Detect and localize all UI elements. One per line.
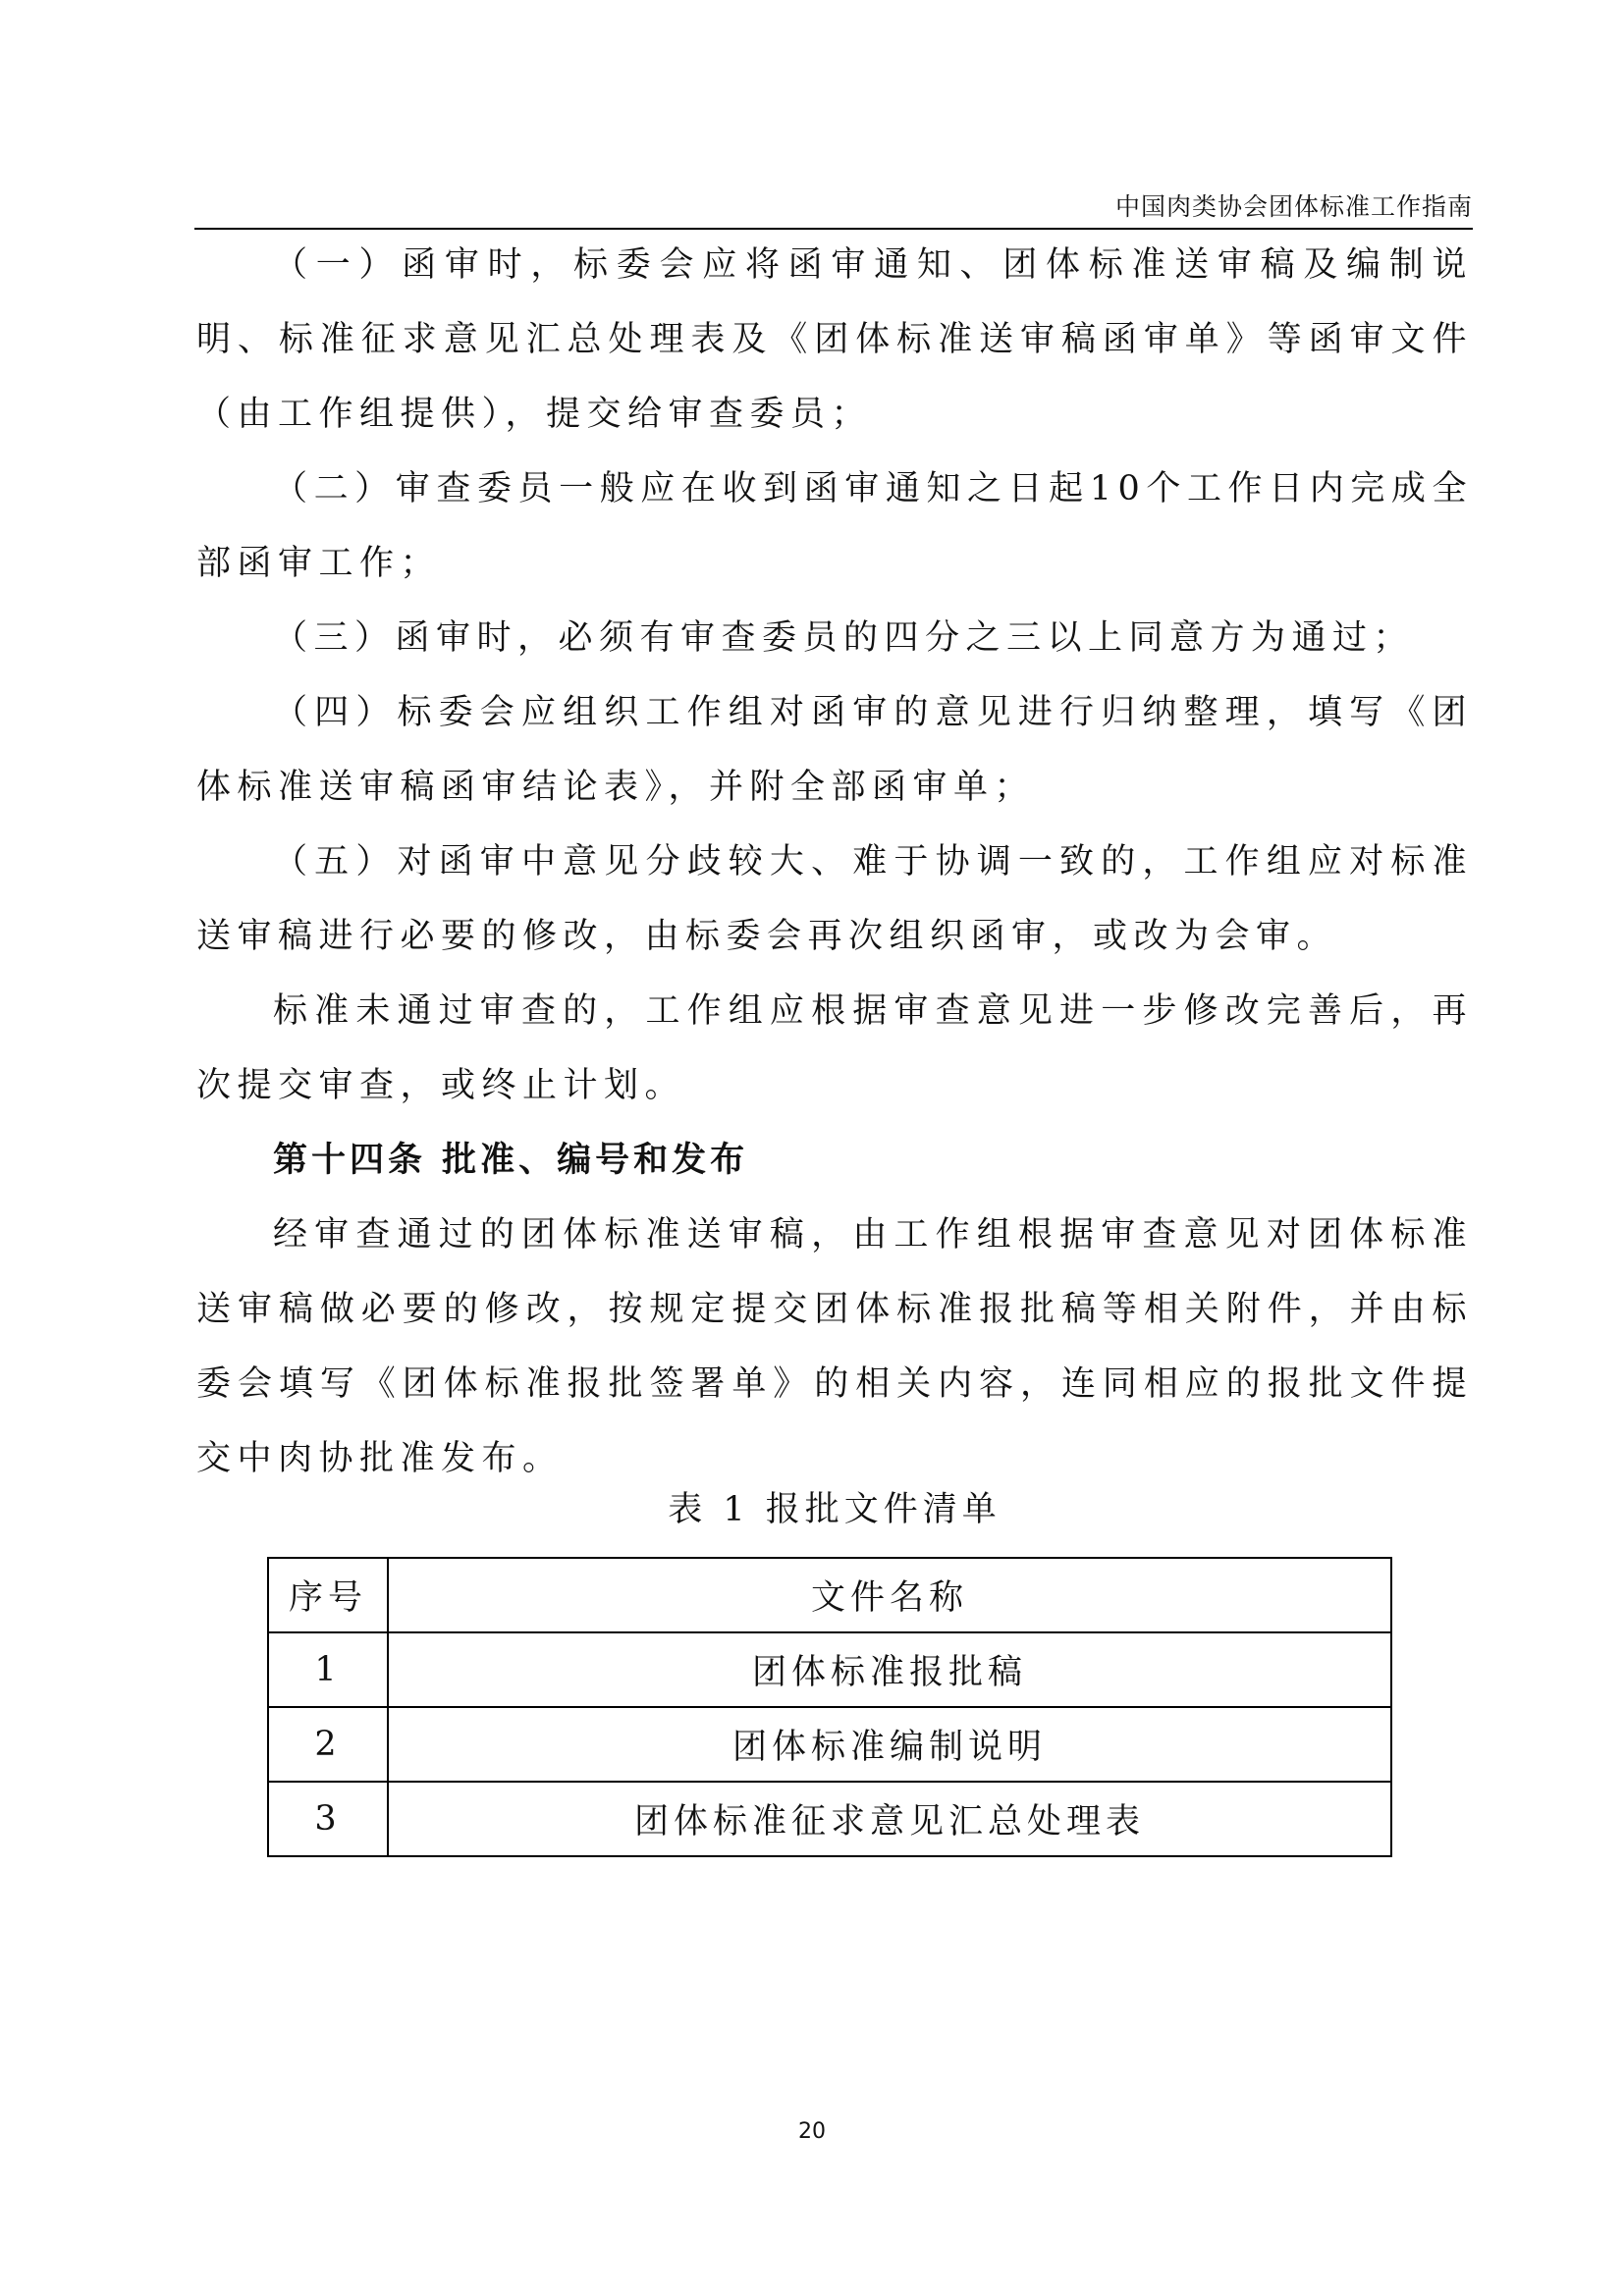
row-number-cell: 3 — [268, 1782, 388, 1856]
paragraph-item-5: （五）对函审中意见分歧较大、难于协调一致的，工作组应对标准送审稿进行必要的修改，由标委会再次组织函审，或改为会审。 — [196, 842, 1473, 956]
section-heading: 第十四条 批准、编号和发布 — [273, 1141, 749, 1180]
table-row — [268, 1632, 1391, 1707]
paragraph-not-approved: 标准未通过审查的，工作组应根据审查意见进一步修改完善后，再次提交审查，或终止计划。 — [196, 991, 1473, 1105]
row-filename-cell: 团体标准编制说明 — [388, 1707, 1391, 1782]
page-number: 20 — [798, 2119, 826, 2144]
approval-files-table — [267, 1557, 1392, 1857]
header-cell-filename: 文件名称 — [388, 1558, 1391, 1632]
row-filename-cell: 团体标准征求意见汇总处理表 — [388, 1782, 1391, 1856]
body-text — [196, 228, 1473, 1496]
paragraph-item-3: （三）函审时，必须有审查委员的四分之三以上同意方为通过； — [273, 618, 1415, 658]
table-row — [268, 1707, 1391, 1782]
paragraph-item-1: （一）函审时，标委会应将函审通知、团体标准送审稿及编制说明、标准征求意见汇总处理表及《团体标准送审稿函审单》等函审文件（由工作组提供），提交给审查委员； — [196, 245, 1473, 434]
table-caption: 表 1 报批文件清单 — [668, 1490, 1001, 1529]
running-header: 中国肉类协会团体标准工作指南 — [1114, 192, 1473, 221]
row-number-cell: 2 — [268, 1707, 388, 1782]
paragraph-item-2: （二）审查委员一般应在收到函审通知之日起10个工作日内完成全部函审工作； — [196, 469, 1473, 583]
row-number-cell: 1 — [268, 1632, 388, 1707]
section-paragraph: 经审查通过的团体标准送审稿，由工作组根据审查意见对团体标准送审稿做必要的修改，按规定提交团体标准报批稿等相关附件，并由标委会填写《团体标准报批签署单》的相关内容，连同相应的报批文件提交中肉协批准发布。 — [196, 1215, 1473, 1478]
paragraph-item-4: （四）标委会应组织工作组对函审的意见进行归纳整理，填写《团体标准送审稿函审结论表》，并附全部函审单； — [196, 693, 1473, 807]
table-header-row — [268, 1558, 1391, 1632]
row-filename-cell: 团体标准报批稿 — [388, 1632, 1391, 1707]
header-cell-number: 序号 — [268, 1558, 388, 1632]
table-row — [268, 1782, 1391, 1856]
